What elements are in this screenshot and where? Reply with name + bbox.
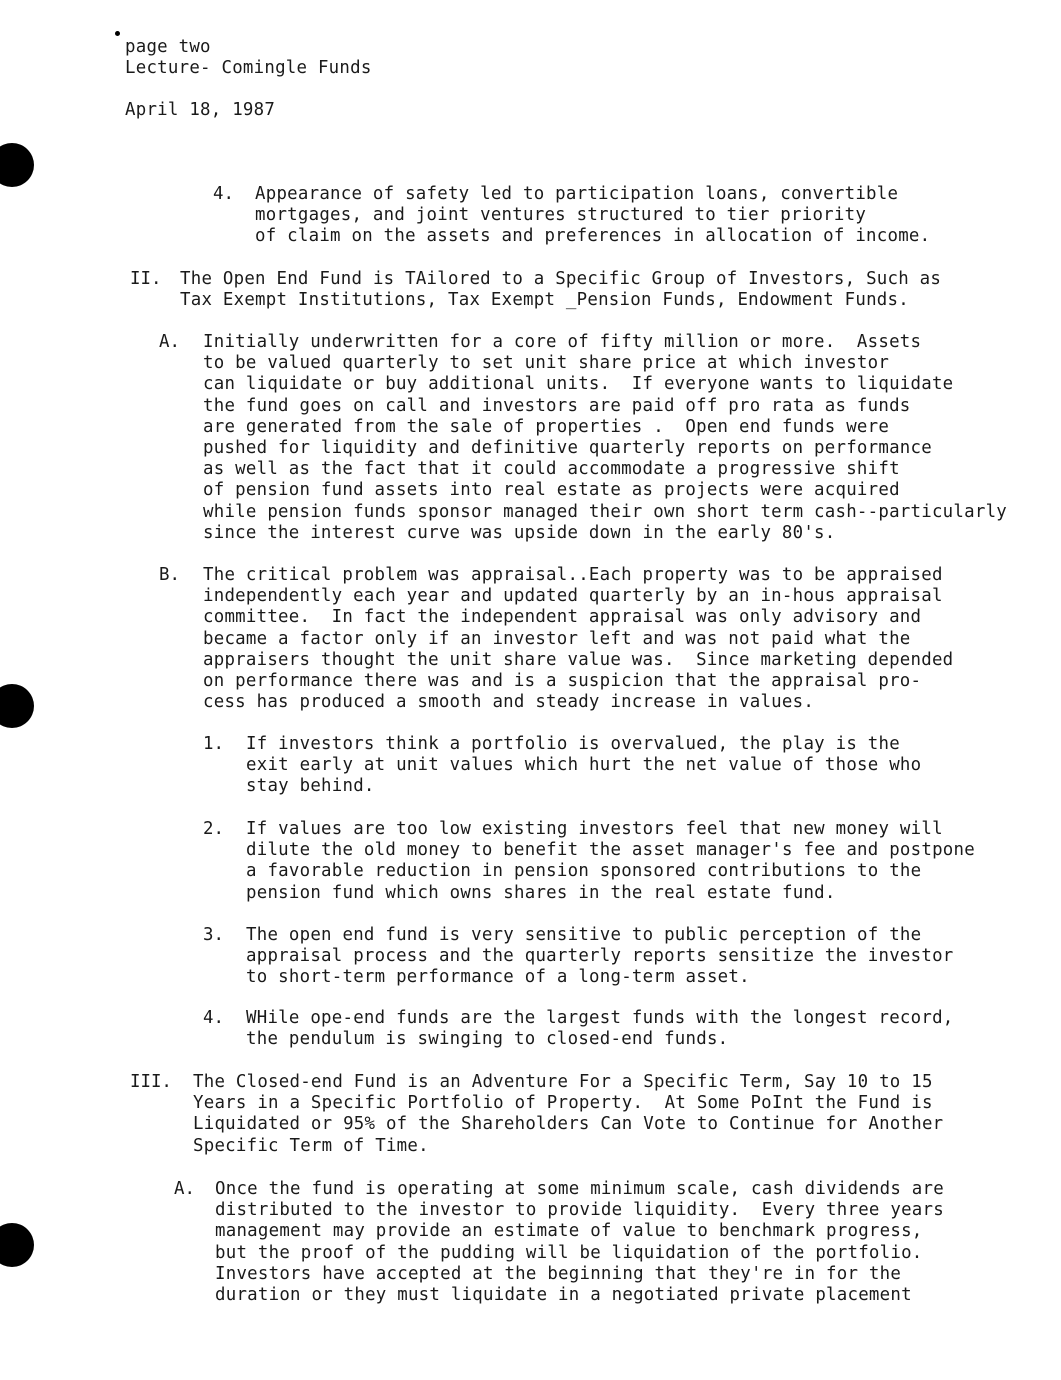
text-line: appraisal process and the quarterly reports sensitize the investor	[246, 946, 954, 967]
text-line: committee. In fact the independent appraisal was only advisory and	[203, 607, 922, 628]
text-line: If values are too low existing investors feel that new money will	[246, 819, 943, 839]
text-line: the fund goes on call and investors are paid off pro rata as funds	[203, 395, 911, 416]
text-line: management may provide an estimate of value to benchmark progress,	[215, 1221, 923, 1242]
text-line: The critical problem was appraisal..Each property was to be appraised	[203, 565, 943, 585]
text-line: a favorable reduction in pension sponsored contributions to the	[246, 861, 922, 882]
text-line: The open end fund is very sensitive to public perception of the	[246, 925, 922, 945]
text-line: cess has produced a smooth and steady increase in values.	[203, 692, 815, 713]
text-line: exit early at unit values which hurt the net value of those who	[246, 755, 922, 776]
text-line: but the proof of the pudding will be liquidation of the portfolio.	[215, 1242, 923, 1263]
item-marker: 3.	[203, 925, 224, 945]
text-line: The Open End Fund is TAilored to a Specific Group of Investors, Such as	[180, 269, 942, 289]
item-marker: 4.	[203, 1008, 224, 1028]
header-lecture: Lecture- Comingle Funds	[125, 58, 372, 78]
text-line: of pension fund assets into real estate as projects were acquired	[203, 480, 900, 501]
text-line: Once the fund is operating at some minimum scale, cash dividends are	[215, 1179, 944, 1199]
text-line: of claim on the assets and preferences in allocation of income.	[255, 226, 931, 247]
text-line: the pendulum is swinging to closed-end funds.	[246, 1029, 729, 1050]
text-line: Tax Exempt Institutions, Tax Exempt _Pension Funds, Endowment Funds.	[180, 290, 909, 311]
text-line: independently each year and updated quarterly by an in-hous appraisal	[203, 586, 943, 607]
text-line: to short-term performance of a long-term asset.	[246, 967, 750, 988]
text-line: became a factor only if an investor left and was not paid what the	[203, 628, 911, 649]
text-line: since the interest curve was upside down in the early 80's.	[203, 522, 836, 543]
text-line: Liquidated or 95% of the Shareholders Can Vote to Continue for Another	[193, 1114, 944, 1135]
text-line: Initially underwritten for a core of fifty million or more. Assets	[203, 332, 922, 352]
text-line: Investors have accepted at the beginning that they're in for the	[215, 1263, 902, 1284]
item-marker: II.	[130, 269, 162, 289]
item-marker: 4.	[213, 184, 234, 204]
item-marker: 1.	[203, 734, 224, 754]
item-marker: A.	[174, 1179, 195, 1199]
text-line: Appearance of safety led to participation loans, convertible	[255, 184, 899, 204]
text-line: mortgages, and joint ventures structured to tier priority	[255, 205, 867, 226]
text-line: on performance there was and is a suspicion that the appraisal pro-	[203, 671, 922, 691]
text-line: The Closed-end Fund is an Adventure For a Specific Term, Say 10 to 15	[193, 1072, 933, 1092]
text-line: while pension funds sponsor managed their own short term cash--particularly	[203, 501, 1008, 522]
header-date: April 18, 1987	[125, 100, 276, 120]
text-line: Specific Term of Time.	[193, 1135, 429, 1156]
text-line: distributed to the investor to provide liquidity. Every three years	[215, 1200, 944, 1221]
text-line: stay behind.	[246, 776, 375, 797]
text-line: can liquidate or buy additional units. If everyone wants to liquidate	[203, 374, 954, 395]
punch-hole	[0, 1223, 34, 1267]
text-line: to be valued quarterly to set unit share price at which investor	[203, 353, 890, 374]
punch-hole	[0, 143, 34, 187]
text-line: duration or they must liquidate in a negotiated private placement	[215, 1285, 912, 1305]
text-line: are generated from the sale of properties . Open end funds were	[203, 416, 890, 437]
item-marker: 2.	[203, 819, 224, 839]
text-line: Years in a Specific Portfolio of Property. At Some PoInt the Fund is	[193, 1093, 933, 1114]
text-line: WHile ope-end funds are the largest funds with the longest record,	[246, 1008, 954, 1028]
text-line: dilute the old money to benefit the asset manager's fee and postpone	[246, 840, 975, 861]
text-line: appraisers thought the unit share value was. Since marketing depended	[203, 649, 954, 670]
stray-mark	[115, 31, 120, 36]
text-line: as well as the fact that it could accommodate a progressive shift	[203, 459, 900, 480]
text-line: pension fund which owns shares in the real estate fund.	[246, 882, 836, 903]
text-line: If investors think a portfolio is overvalued, the play is the	[246, 734, 900, 754]
header-page: page two	[125, 37, 211, 57]
item-marker: A.	[159, 332, 180, 352]
punch-hole	[0, 684, 34, 728]
item-marker: III.	[130, 1072, 172, 1092]
text-line: pushed for liquidity and definitive quarterly reports on performance	[203, 438, 932, 458]
item-marker: B.	[159, 565, 180, 585]
